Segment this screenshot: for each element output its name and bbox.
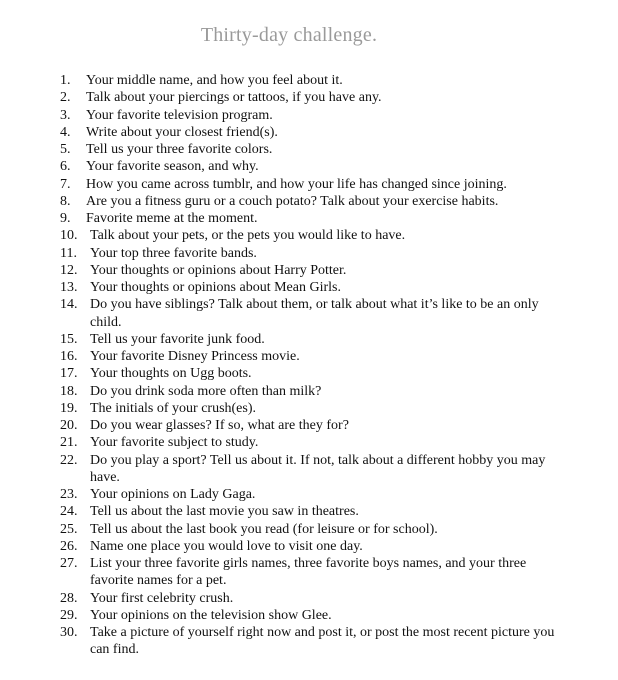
item-number: 13. (60, 280, 78, 295)
item-text: Your favorite Disney Princess movie. (90, 349, 300, 364)
item-text: Your middle name, and how you feel about it. (86, 73, 343, 88)
item-text: Your favorite season, and why. (86, 159, 259, 175)
item-number: 15. (60, 331, 78, 347)
list-item (60, 158, 565, 175)
list-item (60, 193, 565, 210)
list-item (60, 210, 565, 227)
item-text: Do you drink soda more often than milk? (90, 383, 322, 399)
item-number: 20. (60, 418, 78, 433)
list-item (60, 607, 565, 624)
item-number: 26. (60, 538, 78, 554)
item-text: Tell us about the last book you read (for leisure or for school). (90, 521, 438, 537)
item-text: Your first celebrity crush. (90, 590, 234, 606)
list-item (60, 279, 565, 296)
item-number: 17. (60, 366, 78, 382)
item-number: 25. (60, 521, 78, 537)
item-number: 10. (60, 228, 78, 244)
item-number: 30. (60, 625, 78, 640)
list-item (60, 107, 565, 124)
item-number: 16. (60, 349, 78, 364)
item-number: 7. (60, 176, 71, 192)
item-number: 28. (60, 590, 78, 606)
list-item (60, 331, 565, 348)
list-item (60, 89, 565, 106)
item-number: 3. (60, 107, 71, 123)
list-item (60, 417, 565, 434)
item-number: 24. (60, 504, 78, 520)
item-text: Your thoughts on Ugg boots. (90, 366, 252, 382)
list-item (60, 365, 565, 382)
item-text: Your top three favorite bands. (90, 245, 257, 261)
item-number: 22. (60, 452, 78, 468)
item-text: List your three favorite girls names, three favorite boys names, and your three favorite names for a pet. (90, 556, 527, 589)
list-item (60, 538, 565, 555)
list-item (60, 124, 565, 141)
list-item (60, 503, 565, 520)
challenge-list (60, 72, 565, 659)
list-item (60, 624, 565, 659)
item-text: Your favorite subject to study. (90, 435, 259, 451)
item-number: 12. (60, 262, 78, 278)
item-number: 23. (60, 487, 78, 502)
item-text: Your opinions on Lady Gaga. (90, 487, 256, 502)
item-number: 19. (60, 400, 78, 416)
item-number: 14. (60, 297, 78, 313)
item-number: 4. (60, 124, 71, 140)
item-text: The initials of your crush(es). (90, 400, 257, 416)
page-title: Thirty-day challenge. (200, 24, 378, 46)
list-item (60, 555, 565, 590)
list-item (60, 348, 565, 365)
item-text: Do you have siblings? Talk about them, or talk about what it’s like to be an only child. (90, 297, 539, 330)
item-text: Tell us your favorite junk food. (90, 331, 265, 347)
item-number: 9. (60, 211, 71, 226)
item-text: Tell us about the last movie you saw in theatres. (90, 504, 359, 520)
item-text: Tell us your three favorite colors. (86, 142, 273, 157)
item-text: Your thoughts or opinions about Mean Girls. (90, 280, 341, 295)
list-item (60, 452, 565, 487)
list-item (60, 590, 565, 607)
item-text: Favorite meme at the moment. (86, 211, 258, 226)
item-number: 8. (60, 193, 71, 209)
list-item (60, 141, 565, 158)
list-item (60, 521, 565, 538)
item-number: 6. (60, 159, 71, 175)
item-text: Your opinions on the television show Glee. (90, 607, 332, 623)
item-text: Take a picture of yourself right now and post it, or post the most recent picture you can find. (90, 625, 555, 658)
list-item (60, 486, 565, 503)
list-item (60, 176, 565, 193)
item-text: Your thoughts or opinions about Harry Potter. (90, 262, 347, 278)
item-text: Do you wear glasses? If so, what are they for? (90, 418, 349, 433)
item-number: 11. (60, 245, 77, 261)
item-number: 5. (60, 142, 71, 157)
list-item (60, 262, 565, 279)
item-text: Write about your closest friend(s). (86, 124, 278, 140)
item-text: Talk about your piercings or tattoos, if you have any. (86, 90, 382, 106)
item-text: Do you play a sport? Tell us about it. If not, talk about a different hobby you may have. (90, 452, 546, 485)
item-text: Name one place you would love to visit one day. (90, 538, 363, 554)
list-item (60, 383, 565, 400)
list-item (60, 400, 565, 417)
item-number: 2. (60, 90, 71, 106)
item-number: 18. (60, 383, 78, 399)
item-number: 27. (60, 556, 78, 571)
item-number: 21. (60, 435, 78, 451)
item-text: Your favorite television program. (86, 107, 273, 123)
item-text: How you came across tumblr, and how your life has changed since joining. (86, 176, 507, 192)
item-text: Talk about your pets, or the pets you would like to have. (90, 228, 406, 244)
item-number: 29. (60, 607, 78, 623)
list-item (60, 296, 565, 331)
list-item (60, 245, 565, 262)
item-text: Are you a fitness guru or a couch potato? Talk about your exercise habits. (86, 193, 499, 209)
list-item (60, 434, 565, 451)
list-item (60, 227, 565, 244)
item-number: 1. (60, 73, 71, 88)
list-item (60, 72, 565, 89)
